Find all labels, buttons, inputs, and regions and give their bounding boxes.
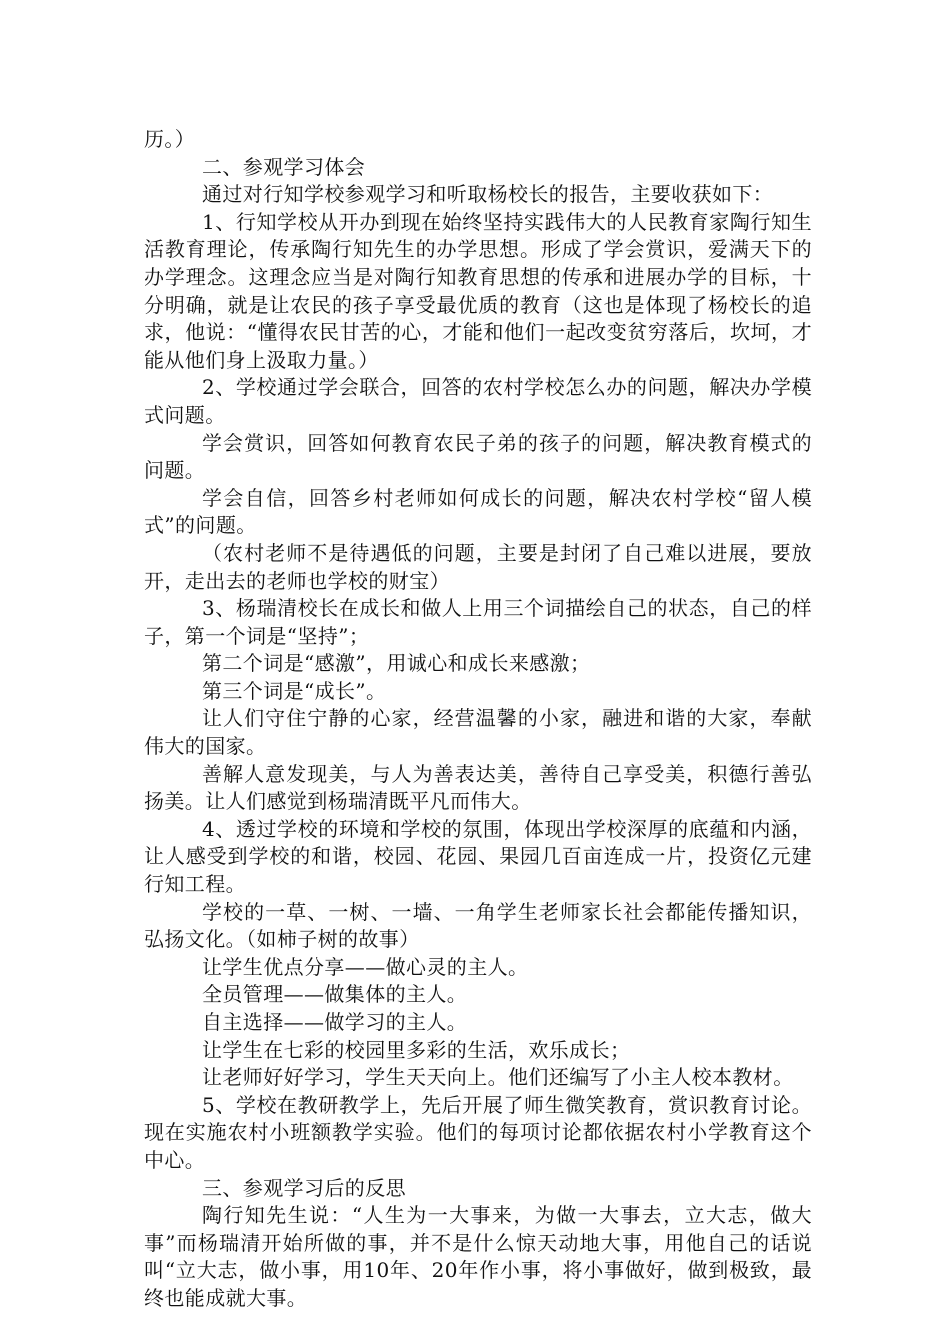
paragraph: （农村老师不是待遇低的问题，主要是封闭了自己难以进展，要放开，走出去的老师也学校的财宝） [144, 540, 812, 593]
paragraph: 让学生优点分享——做心灵的主人。 [202, 954, 529, 979]
paragraph: 通过对行知学校参观学习和听取杨校长的报告，主要收获如下： [202, 182, 774, 207]
paragraph: 1、行知学校从开办到现在始终坚持实践伟大的人民教育家陶行知生活教育理论，传承陶行知先生的办学思想。形成了学会赏识，爱满天下的办学理念。这理念应当是对陶行知教育思想的传承和进展办学的目标，十分明确，就是让农民的孩子享受最优质的教育（这也是体现了杨校长的追求，他说：“懂得农民甘苦的心，才能和他们一起改变贫穷落后，坎坷，才能从他们身上汲取力量。） [144, 209, 812, 372]
paragraph: 全员管理——做集体的主人。 [202, 982, 468, 1007]
paragraph: 5、学校在教研教学上，先后开展了师生微笑教育，赏识教育讨论。现在实施农村小班额教学实验。他们的每项讨论都依据农村小学教育这个中心。 [144, 1092, 812, 1172]
paragraph: 自主选择——做学习的主人。 [202, 1010, 468, 1034]
paragraph: 让人们守住宁静的心家，经营温馨的小家，融进和谐的大家，奉献伟大的国家。 [144, 706, 812, 759]
paragraph: 2、学校通过学会联合，回答的农村学校怎么办的问题，解决办学模式问题。 [144, 375, 812, 427]
paragraph: 陶行知先生说：“人生为一大事来，为做一大事去，立大志，做大事”而杨瑞清开始所做的事，并不是什么惊天动地大事，用他自己的话说叫“立大志，做小事，用10年、20年作小事，将小事做好，做到极致，最终也能成就大事。 [144, 1203, 812, 1310]
paragraph: 善解人意发现美，与人为善表达美，善待自己享受美，积德行善弘扬美。让人们感觉到杨瑞清既平凡而伟大。 [144, 761, 812, 814]
paragraph: 4、透过学校的环境和学校的氛围，体现出学校深厚的底蕴和内涵，让人感受到学校的和谐，校园、花园、果园几百亩连成一片，投资亿元建行知工程。 [144, 816, 812, 897]
paragraph: 学会赏识，回答如何教育农民子弟的孩子的问题，解决教育模式的问题。 [144, 430, 812, 483]
paragraph: 第三个词是“成长”。 [202, 678, 387, 703]
paragraph: 历。） [144, 127, 196, 151]
document-body [144, 126, 812, 1313]
paragraph: 二、参观学习体会 [202, 154, 366, 179]
paragraph: 学会自信，回答乡村老师如何成长的问题，解决农村学校“留人模式”的问题。 [144, 485, 812, 538]
paragraph: 让学生在七彩的校园里多彩的生活，欢乐成长； [202, 1037, 631, 1062]
paragraph: 第二个词是“感激”，用诚心和成长来感激； [202, 651, 591, 676]
paragraph: 学校的一草、一树、一墙、一角学生老师家长社会都能传播知识，弘扬文化。（如柿子树的故事） [144, 899, 812, 952]
paragraph: 三、参观学习后的反思 [202, 1175, 406, 1200]
paragraph: 让老师好好学习，学生天天向上。他们还编写了小主人校本教材。 [202, 1065, 794, 1090]
paragraph: 3、杨瑞清校长在成长和做人上用三个词描绘自己的状态，自己的样子，第一个词是“坚持”； [144, 596, 812, 648]
